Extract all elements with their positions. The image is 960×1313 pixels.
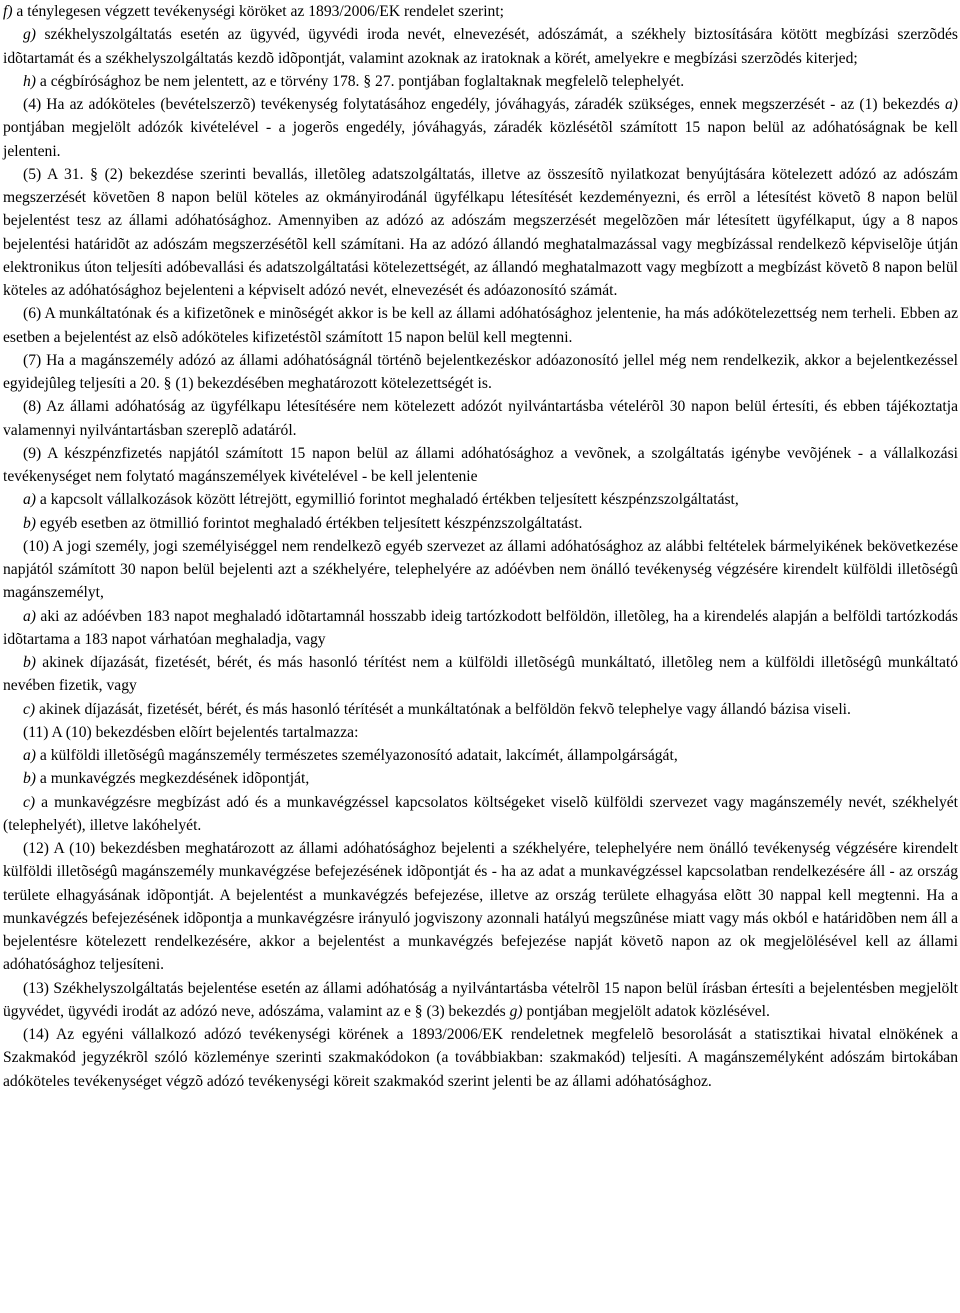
italic-marker: a) [23, 747, 36, 764]
paragraph [3, 442, 958, 489]
paragraph [3, 395, 958, 442]
italic-marker: b) [23, 654, 36, 671]
paragraph-text: pontjában megjelölt adatok közlésével. [522, 1002, 770, 1020]
italic-marker: b) [23, 514, 36, 532]
paragraph [3, 70, 958, 93]
paragraph-text: (7) Ha a magánszemély adózó az állami adóhatóságnál történõ bejelentkezéskor adóazonosító jellel még nem rendelkezik, akkor a bejelentkezéssel egyidejûleg teljesíti a 20. § (1) bekezdésében meghatározott kötelezettségét is. [3, 351, 958, 392]
paragraph [3, 535, 958, 605]
paragraph-text: székhelyszolgáltatás esetén az ügyvéd, ügyvédi iroda nevét, elnevezését, adószámát, a székhely biztosítására kötött megbízási szerzõdés idõtartamát és a székhelyszolgáltatás kezdõ idõpontját, valamint azoknak az iratoknak a körét, amelyekre e megbízási szerzõdés kiterjed; [3, 26, 958, 67]
paragraph [3, 977, 958, 1024]
paragraph [3, 605, 958, 652]
paragraph-text: a külföldi illetõségû magánszemély természetes személyazonosító adatait, lakcímét, állampolgárságát, [36, 747, 678, 764]
paragraph-text: a ténylegesen végzett tevékenységi köröket az 1893/2006/EK rendelet szerint; [12, 3, 504, 20]
paragraph-text: a munkavégzésre megbízást adó és a munkavégzéssel kapcsolatos költségeket viselõ külföldi szervezet vagy magánszemély nevét, székhelyét (telephelyét), illetve lakóhelyét. [3, 793, 958, 834]
italic-marker: f) [3, 3, 13, 20]
paragraph-text: (6) A munkáltatónak és a kifizetõnek e minõségét akkor is be kell az állami adóhatósághoz jelentenie, ha más adókötelezettség nem terheli. Ebben az esetben a bejelentést az elsõ adóköteles kifizetéstõl számított 15 napon belül kell megtenni. [3, 305, 958, 346]
paragraph [3, 1023, 958, 1093]
italic-marker: b) [23, 770, 36, 788]
paragraph [3, 302, 958, 349]
paragraph [3, 837, 958, 977]
paragraph [3, 0, 958, 23]
paragraph-text: akinek díjazását, fizetését, bérét, és más hasonló térítését a munkáltatónak a belföldön fekvõ telephelye vagy állandó bázisa viseli. [35, 700, 851, 718]
paragraph-text: (8) Az állami adóhatóság az ügyfélkapu létesítésére nem kötelezett adózót nyilvántartásba vételérõl 30 napon belül értesíti, és ebben tájékoztatja valamennyi nyilvántartásban szereplõ adatáról. [3, 398, 958, 439]
paragraph-text: a cégbírósághoz be nem jelentett, az e törvény 178. § 27. pontjában foglaltaknak megfelelõ telephelyét. [36, 72, 685, 90]
italic-marker: c) [23, 793, 36, 811]
italic-marker: g) [23, 26, 36, 44]
paragraph-text: (14) Az egyéni vállalkozó adózó tevékenységi körének a 1893/2006/EK rendeletnek megfelelõ besorolását a statisztikai hivatal elnökének a Szakmakód jegyzékrõl szóló közleménye szerinti szakmakódokon (a továbbiakban: szakmakód) teljesíti. A magánszemélyként adószám birtokában adóköteles tevékenységet végzõ adózó tevékenységi köreit szakmakód szerint jelenti be az állami adóhatósághoz. [3, 1026, 958, 1090]
paragraph [3, 93, 958, 163]
paragraph-text: egyéb esetben az ötmillió forintot meghaladó értékben teljesített készpénzszolgáltatást. [36, 514, 583, 532]
paragraph-text: aki az adóévben 183 napot meghaladó idõtartamnál hosszabb ideig tartózkodott belföldön, illetõleg, ha a kirendelés alapján a belföldi tartózkodás idõtartama a 183 napot várhatóan meghaladja, vagy [3, 607, 958, 648]
italic-marker: a) [23, 607, 36, 625]
paragraph-text: akinek díjazását, fizetését, bérét, és más hasonló térítést nem a külföldi illetõségû munkáltató, illetõleg nem a külföldi illetõségû munkáltató nevében fizetik, vagy [3, 654, 958, 695]
paragraph-text: a munkavégzés megkezdésének idõpontját, [36, 770, 310, 788]
paragraph-text: (11) A (10) bekezdésben elõírt bejelentés tartalmazza: [23, 723, 359, 741]
paragraph-text: a kapcsolt vállalkozások között létrejött, egymillió forintot meghaladó értékben teljesített készpénzszolgáltatást, [36, 491, 739, 509]
paragraph [3, 767, 958, 790]
italic-marker: a) [23, 491, 36, 509]
paragraph [3, 23, 958, 70]
paragraph-text: (13) Székhelyszolgáltatás bejelentése esetén az állami adóhatóság a nyilvántartásba vételrõl 15 napon belül írásban értesíti a bejelentésben megjelölt ügyvédet, ügyvédi irodát az adózó neve, adószáma, valamint az e § (3) bekezdés [3, 979, 958, 1020]
paragraph [3, 744, 958, 767]
paragraph-text: (12) A (10) bekezdésben meghatározott az állami adóhatósághoz bejelenti a székhelyére, telephelyére nem önálló tevékenység végzésére kirendelt külföldi illetõségû magánszemély munkavégzése befejezésének idõpontját és - ha az adat a munkavégzéssel kapcsolatban rendelkezésére áll - az ország területe elhagyásának idõpontját. A bejelentést a munkavégzés befejezése, illetve az ország területe elhagyása elõtt 30 nappal kell megtenni. Ha a munkavégzés befejezésének idõpontja a munkavégzésre irányuló jogviszony azonnali hatályú megszûnése miatt vagy más okból e határidõben nem áll a bejelentésre kötelezett rendelkezésére, akkor a bejelentést a munkavégzés befejezése napját követõ napon az ok megjelölésével kell az állami adóhatósághoz teljesíteni. [3, 840, 958, 974]
paragraph-text: (5) A 31. § (2) bekezdése szerinti bevallás, illetõleg adatszolgáltatás, illetve az összesítõ nyilatkozat benyújtására kötelezett adózó az adószám megszerzését követõen 8 napon belül köteles az okmányirodánál ügyfélkapu létesítését kezdeményezni, és errõl a létesítést követõ 8 napon belül bejelentést tesz az állami adóhatósághoz. Amennyiben az adózó az adószám megszerzését megelõzõen már létesített ügyfélkaput, úgy a 8 napos bejelentési határidõt az adószám megszerzésétõl kell számítani. Ha az adózó állandó meghatalmazással vagy megbízással rendelkezõ képviselõje útján elektronikus úton teljesíti adóbevallási és adatszolgáltatási kötelezettségét, az állandó meghatalmazott vagy megbízott a megbízást követõ 8 napon belül köteles az adóhatósághoz bejelenteni a képviselt adózó nevét, elnevezését és adóazonosító számát. [3, 165, 958, 299]
paragraph-text: (10) A jogi személy, jogi személyiséggel nem rendelkezõ egyéb szervezet az állami adóhatósághoz az alábbi feltételek bármelyikének bekövetkezése napjától számított 30 napon belül bejelenti azt a székhelyére, telephelyére az adóévben nem önálló tevékenység végzésére kirendelt külföldi illetõségû magánszemélyt, [3, 537, 958, 602]
paragraph [3, 163, 958, 303]
italic-marker: g) [509, 1002, 523, 1020]
paragraph [3, 512, 958, 535]
paragraph [3, 349, 958, 396]
italic-marker: h) [23, 72, 36, 90]
paragraph-text: (9) A készpénzfizetés napjától számított 15 napon belül az állami adóhatósághoz a vevõnek, a szolgáltatás igénybe vevõjének - a vállalkozási tevékenységet nem folytató magánszemélyek kivételével - be kell jelentenie [3, 444, 958, 485]
italic-marker: a) [945, 96, 958, 113]
paragraph [3, 651, 958, 698]
paragraph-text: pontjában megjelölt adózók kivételével - a jogerõs engedély, jóváhagyás, záradék közlésétõl számított 15 napon belül az adóhatóságnak be kell jelenteni. [3, 119, 958, 160]
paragraph [3, 698, 958, 721]
paragraph-text: (4) Ha az adóköteles (bevételszerzõ) tevékenység folytatásához engedély, jóváhagyás, záradék szükséges, ennek megszerzését - az (1) bekezdés [23, 96, 945, 113]
paragraph [3, 791, 958, 838]
paragraph [3, 721, 958, 744]
italic-marker: c) [23, 700, 36, 718]
paragraph [3, 488, 958, 511]
